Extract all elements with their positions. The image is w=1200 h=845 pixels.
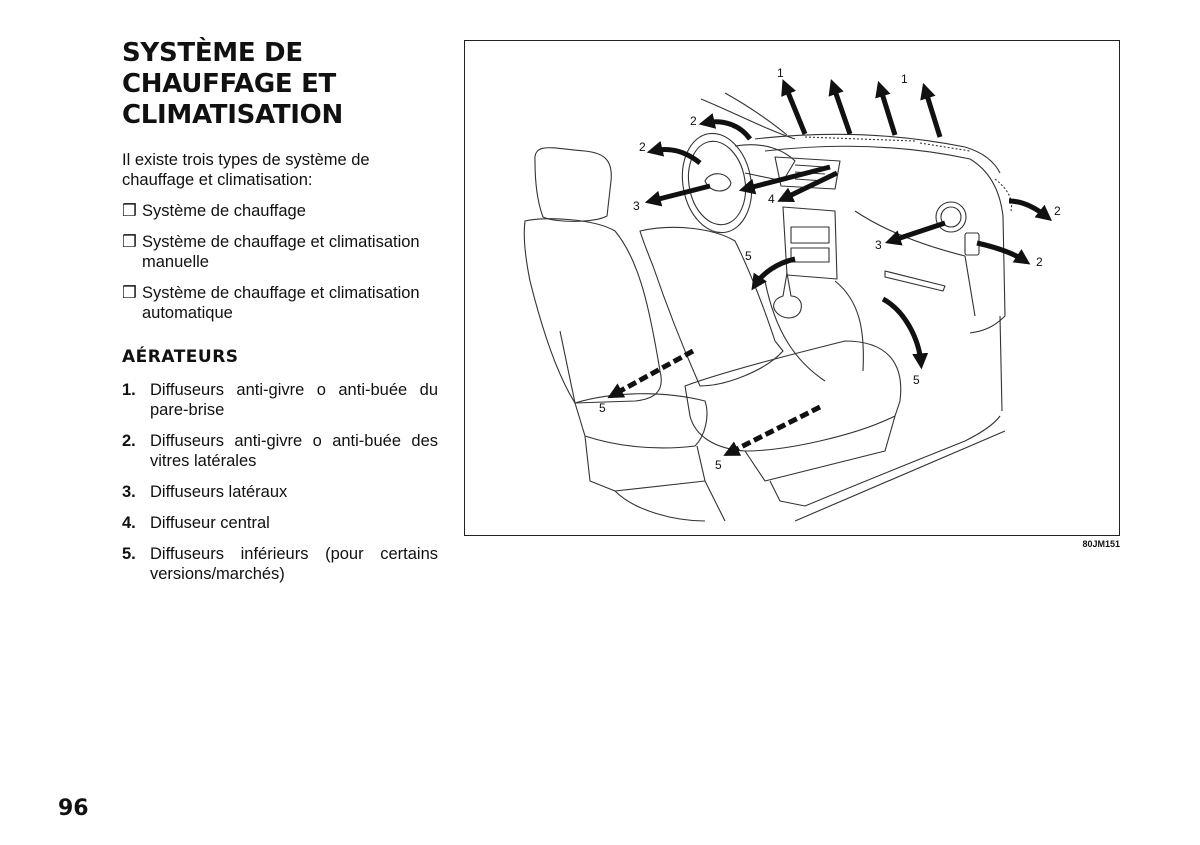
- callout-3: 3: [875, 238, 882, 252]
- aerateurs-heading: AÉRATEURS: [122, 347, 239, 367]
- vent-diagram-figure: [464, 40, 1120, 536]
- callout-2: 2: [639, 140, 646, 154]
- item-number: 4.: [122, 514, 136, 532]
- title-line-2: CHAUFFAGE ET: [122, 69, 336, 99]
- callout-2: 2: [1036, 255, 1043, 269]
- title-line-3: CLIMATISATION: [122, 100, 343, 130]
- callout-5: 5: [715, 458, 722, 472]
- side-vent-arrow: [891, 223, 945, 241]
- callout-5: 5: [745, 249, 752, 263]
- item-number: 5.: [122, 545, 136, 563]
- page-number: 96: [58, 796, 89, 821]
- aerateur-item: [122, 431, 438, 471]
- system-type-list: [122, 201, 438, 334]
- callout-5: 5: [599, 401, 606, 415]
- checkbox-icon: ❒: [122, 284, 137, 302]
- floor-vent-arrow: [883, 299, 921, 363]
- system-type-label: Système de chauffage et climatisation automatique: [142, 284, 420, 322]
- side-window-defrost-arrow: [653, 150, 700, 164]
- windshield-defrost-arrow: [833, 85, 850, 134]
- intro-paragraph: Il existe trois types de système de chauffage et climatisation:: [122, 151, 370, 189]
- title-line-1: SYSTÈME DE: [122, 38, 303, 68]
- callout-1: 1: [777, 66, 784, 80]
- system-type-item: [122, 232, 438, 272]
- central-vent-arrow: [745, 167, 830, 189]
- aerateur-item: [122, 513, 438, 533]
- windshield-defrost-arrow: [880, 87, 895, 135]
- floor-vent-arrow: [613, 351, 693, 395]
- item-number: 3.: [122, 483, 136, 501]
- page-title: [122, 38, 452, 131]
- windshield-defrost-arrow: [785, 85, 805, 134]
- checkbox-icon: ❒: [122, 202, 137, 220]
- callout-2: 2: [1054, 204, 1061, 218]
- side-window-defrost-arrow: [977, 243, 1025, 261]
- side-vent-arrow: [651, 186, 710, 201]
- item-text: Diffuseurs latéraux: [150, 483, 288, 501]
- aerateur-item: [122, 380, 438, 420]
- aerateurs-list: [122, 380, 438, 595]
- floor-vent-arrow: [755, 259, 795, 285]
- callout-3: 3: [633, 199, 640, 213]
- callout-5: 5: [913, 373, 920, 387]
- system-type-label: Système de chauffage: [142, 202, 306, 220]
- system-type-item: [122, 201, 438, 221]
- aerateur-item: [122, 482, 438, 502]
- item-text: Diffuseurs anti-givre o anti-buée du pare-brise: [150, 381, 438, 419]
- item-number: 1.: [122, 381, 136, 399]
- callout-2: 2: [690, 114, 697, 128]
- item-text: Diffuseurs inférieurs (pour certains versions/marchés): [150, 545, 438, 583]
- side-window-defrost-arrow: [705, 122, 750, 139]
- item-text: Diffuseur central: [150, 514, 270, 532]
- floor-vent-arrow: [729, 407, 820, 453]
- windshield-defrost-arrow: [925, 89, 940, 137]
- car-interior-illustration: [465, 41, 1118, 534]
- callout-1: 1: [901, 72, 908, 86]
- car-outline-drawing: [524, 93, 1011, 521]
- item-text: Diffuseurs anti-givre o anti-buée des vitres latérales: [150, 432, 438, 470]
- figure-code: 80JM151: [1082, 539, 1120, 549]
- item-number: 2.: [122, 432, 136, 450]
- callout-labels: [599, 66, 1061, 472]
- callout-4: 4: [768, 192, 775, 206]
- aerateur-item: [122, 544, 438, 584]
- system-type-label: Système de chauffage et climatisation manuelle: [142, 233, 420, 271]
- checkbox-icon: ❒: [122, 233, 137, 251]
- system-type-item: [122, 283, 438, 323]
- airflow-arrows: [613, 85, 1047, 453]
- side-window-defrost-arrow: [1009, 201, 1047, 217]
